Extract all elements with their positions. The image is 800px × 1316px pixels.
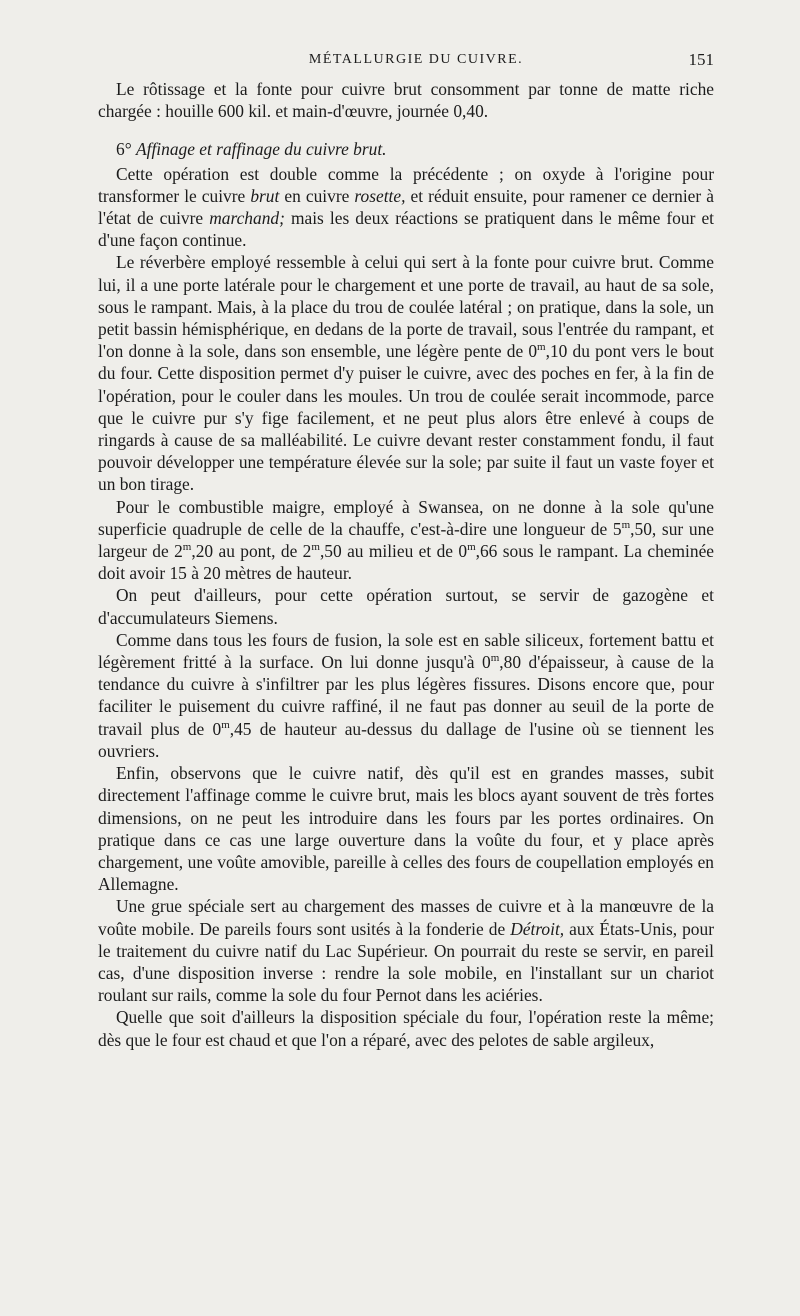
text-run: ,50, sur une largeur de 2 <box>98 518 714 562</box>
unit-superscript: m <box>311 541 320 554</box>
text-run: ,80 d'épaisseur, à cause de la tendance du cuivre à s'infiltrer par les plus légères fissures. Disons encore que, pour faciliter le puisement du cuivre raffiné, il ne faut pas donner au seuil de la porte de travail plus de 0 <box>98 652 715 739</box>
paragraph <box>98 895 714 1006</box>
paragraph: Quelle que soit d'ailleurs la disposition spéciale du four, l'opération reste la même; dès que le four est chaud et que l'on a réparé, avec des pelotes de sable argileux, <box>98 1007 714 1050</box>
text-run: ,50 au milieu et de 0 <box>319 541 468 562</box>
text-run: Le réverbère employé ressemble à celui qui sert à la fonte pour cuivre brut. Comme lui, il a une porte latérale pour le chargement et une porte de travail, au haut de sa sole, sous le rampant. Mais, à la place du trou de coulée latéral ; on pratique, dans la sole, un petit bassin hémisphérique, en dedans de la porte de travail, sous l'entrée du rampant, et l'on donne à la sole, dans son ensemble, une légère pente de 0 <box>98 252 714 362</box>
unit-superscript: m <box>537 341 546 354</box>
text-run: aux États-Unis, pour le traitement du cuivre natif du Lac Supérieur. On pourrait du reste se servir, en pareil cas, d'une disposition inverse : rendre la sole mobile, en l'installant sur un chariot roulant sur rails, comme la sole du four Pernot dans les aciéries. <box>98 918 714 1006</box>
unit-superscript: m <box>490 652 500 665</box>
text-run: et réduit ensuite, pour ramener ce dernier à l'état de cuivre <box>98 185 714 229</box>
unit-superscript: m <box>221 718 230 731</box>
text-run: mais les deux réactions se pratiquent dans le même four et d'une façon continue. <box>98 208 714 251</box>
paragraph: On peut d'ailleurs, pour cette opération surtout, se servir de gazogène et d'accumulateurs Siemens. <box>98 585 714 628</box>
paragraph: Le rôtissage et la fonte pour cuivre brut consomment par tonne de matte riche chargée : houille 600 kil. et main-d'œuvre, journée 0,40. <box>98 79 714 122</box>
text-run: Cette opération est double comme la précédente ; on oxyde à l'origine pour transformer le cuivre <box>98 163 714 206</box>
text-run: ,20 au pont, de 2 <box>191 541 312 562</box>
emphasis: rosette, <box>354 185 406 206</box>
paragraph <box>98 251 714 495</box>
text-run: en cuivre <box>279 185 355 206</box>
running-title: MÉTALLURGIE DU CUIVRE. <box>308 52 524 67</box>
text-run: ,10 du pont vers le bout du four. Cette disposition permet d'y puiser le cuivre, avec des poches en fer, à la fin de l'opération, pour le couler dans les moules. Un trou de coulée serait incommode, parce que le cuivre pur s'y fige facilement, et ne peut plus alors être enlevé à coups de ringards à cause de sa malléabilité. Le cuivre devant rester constamment fondu, il faut pouvoir développer une température élevée sur la sole; par suite il faut un vaste foyer et un bon tirage. <box>98 341 714 495</box>
emphasis: marchand; <box>209 208 285 229</box>
section-number: 6° <box>116 139 132 160</box>
emphasis: brut <box>250 185 280 206</box>
text-run: ,45 de hauteur au-dessus du dallage de l'usine où se tiennent les ouvriers. <box>98 718 714 761</box>
text-run: Comme dans tous les fours de fusion, la sole est en sable siliceux, fortement battu et légèrement fritté à la surface. On lui donne jusqu'à 0 <box>98 629 714 673</box>
emphasis: Détroit, <box>510 918 565 939</box>
unit-superscript: m <box>621 519 631 532</box>
section-heading <box>98 138 714 160</box>
section-title: Affinage et raffinage du cuivre brut. <box>136 139 387 160</box>
body-text <box>98 78 714 1051</box>
page-number: 151 <box>688 50 714 69</box>
paragraph: Enfin, observons que le cuivre natif, dès qu'il est en grandes masses, subit directement l'affinage comme le cuivre brut, mais les blocs ayant souvent de très fortes dimensions, on ne peut les introduire dans les fours par les portes ordinaires. On pratique dans ce cas une large ouverture dans la voûte du four, et y place après chargement, une voûte amovible, pareille à celles des fours de coupellation employés en Allemagne. <box>98 763 714 895</box>
unit-superscript: m <box>182 541 192 554</box>
paragraph <box>98 496 714 585</box>
text-run: Une grue spéciale sert au chargement des masses de cuivre et à la manœuvre de la voûte mobile. De pareils fours sont usités à la fonderie de <box>98 896 714 939</box>
text-run: Pour le combustible maigre, employé à Swansea, on ne donne à la sole qu'une superficie quadruple de celle de la chauffe, c'est-à-dire une longueur de 5 <box>98 496 714 539</box>
running-header <box>98 52 714 78</box>
unit-superscript: m <box>467 541 476 554</box>
paragraph <box>98 163 714 252</box>
text-run: ,66 sous le rampant. La cheminée doit avoir 15 à 20 mètres de hauteur. <box>98 541 715 584</box>
paragraph <box>98 629 714 762</box>
